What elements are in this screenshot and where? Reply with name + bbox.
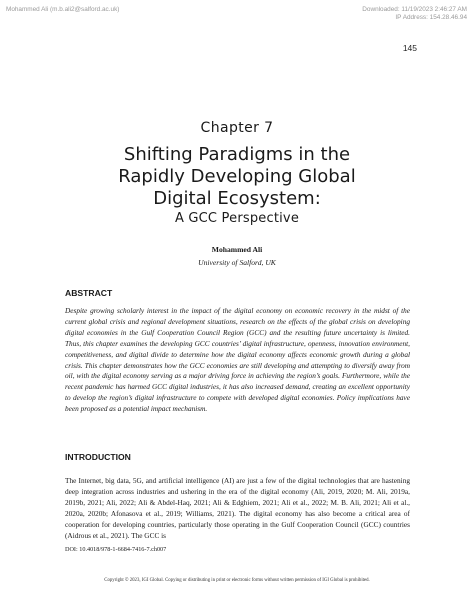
page-number: 145 <box>402 43 417 53</box>
doi: DOI: 10.4018/978-1-6684-7416-7.ch007 <box>65 546 167 553</box>
ip-address: IP Address: 154.28.46.94 <box>395 14 467 21</box>
chapter-title-line: Shifting Paradigms in the <box>123 144 351 165</box>
chapter-title <box>0 144 474 210</box>
download-timestamp: Downloaded: 11/19/2023 2:46:27 AM <box>362 6 467 13</box>
introduction-heading: INTRODUCTION <box>65 452 131 462</box>
download-info <box>362 6 467 22</box>
chapter-label: Chapter 7 <box>200 120 274 136</box>
author-affiliation: University of Salford, UK <box>198 258 276 267</box>
download-user-info: Mohammed Ali (m.b.ali2@salford.ac.uk) <box>6 6 120 13</box>
introduction-text: The Internet, big data, 5G, and artificial intelligence (AI) are just a few of the digital technologies that are hastening deep integration across industries and ushering in the era of the digital economy (Ali, 2019, 2020; M. Ali, 2019a, 2019b, 2021; Ali, 2022; Ali & Abdel-Haq, 2021; Ali & Edghiem, 2021; Ali et al., 2022; M. B. Ali, 2021; Ali et al., 2020a, 2020b; Afonasova et al., 2019; Williams, 2021). The digital economy has also become a critical area of cooperation for developing countries, particularly those operating in the Gulf Cooperation Council (GCC) countries (Aidrous et al., 2021). The GCC is <box>65 476 410 540</box>
abstract-text: Despite growing scholarly interest in the impact of the digital economy on economic recovery in the midst of the current global crisis and regional development situations, research on the effects of the global crisis on developing digital economies in the Gulf Cooperation Council Region (GCC) and the resulting future uncertainty is limited. Thus, this chapter examines the developing GCC countries’ digital infrastructure, openness, innovation environment, competitiveness, and digital divide to determine how the digital economy affects economic growth during a global crisis. This chapter demonstrates how the GCC economies are still developing and attempting to diversify away from oil, with the digital economy serving as a major driving force in achieving the region’s goals. Furthermore, while the recent pandemic has harmed GCC digital industries, it has also increased demand, creating an excellent opportunity to develop the region’s digital infrastructure to compete with developed digital economies. Policy implications have been proposed as a potential impact mechanism. <box>65 306 410 414</box>
chapter-subtitle: A GCC Perspective <box>174 211 300 226</box>
chapter-title-line: Digital Ecosystem: <box>153 188 321 209</box>
chapter-title-line: Rapidly Developing Global <box>118 166 356 187</box>
abstract-heading: ABSTRACT <box>65 288 113 298</box>
author-name: Mohammed Ali <box>211 245 263 254</box>
copyright-notice: Copyright © 2023, IGI Global. Copying or distributing in print or electronic forms without written permission of IGI Global is prohibited. <box>104 578 370 583</box>
